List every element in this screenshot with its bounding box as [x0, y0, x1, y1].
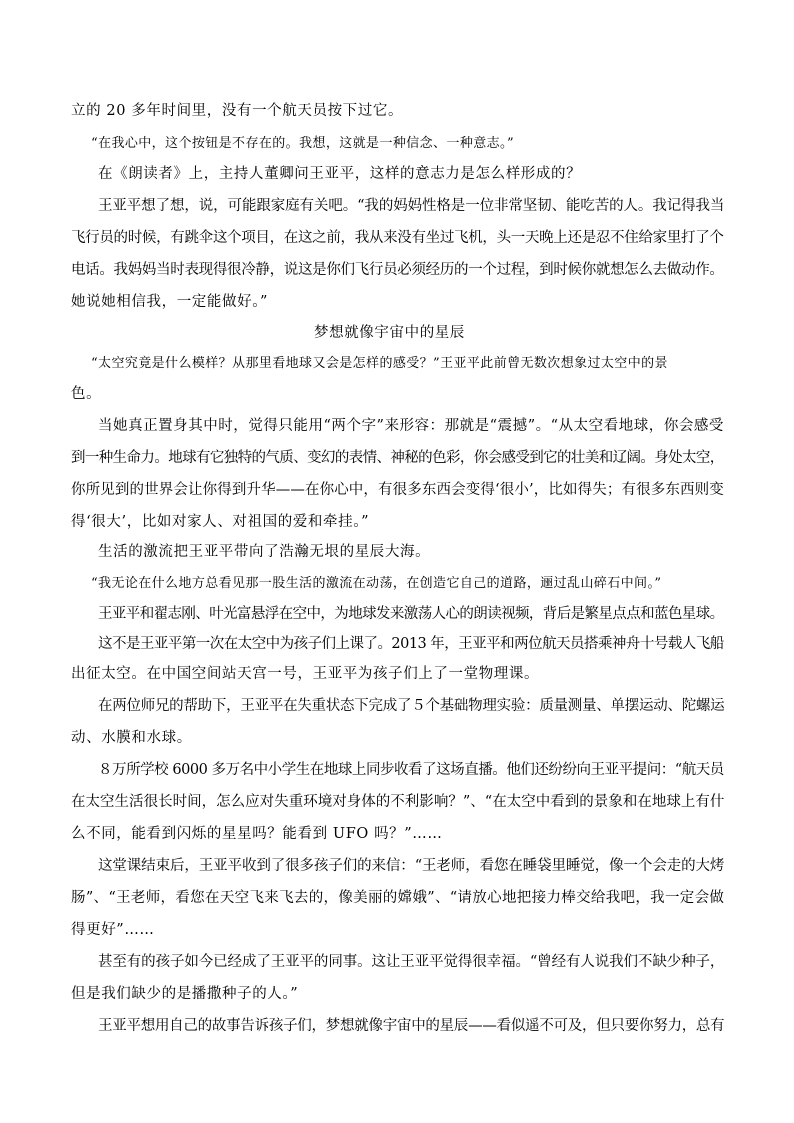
paragraph-line: 当她真正置身其中时，觉得只能用“两个字”来形容：那就是“震撼”。“从太空看地球，你会感受 [98, 418, 724, 434]
quote-line: “太空究竟是什么模样？从那里看地球又会是怎样的感受？”王亚平此前曾无数次想象过太空中的景 [91, 356, 668, 371]
paragraph-line: 得更好”…… [71, 922, 155, 938]
paragraph-line: 在两位师兄的帮助下，王亚平在失重状态下完成了５个基础物理实验：质量测量、单摆运动、陀螺运 [98, 698, 725, 714]
paragraph-line: 出征太空。在中国空间站天宫一号，王亚平为孩子们上了一堂物理课。 [71, 666, 540, 682]
paragraph-line: 王亚平想用自己的故事告诉孩子们，梦想就像宇宙中的星辰——看似遥不可及，但只要你努力，总有 [98, 1018, 725, 1034]
paragraph-line: 电话。我妈妈当时表现得很冷静，说这是你们飞行员必须经历的一个过程，到时候你就想怎么去做动作。 [71, 262, 724, 278]
paragraph-line: 王亚平和翟志刚、叶光富悬浮在空中，为地球发来激荡人心的朗读视频，背后是繁星点点和蓝色星球。 [98, 606, 724, 622]
paragraph-line: 飞行员的时候，有跳伞这个项目，在这之前，我从来没有坐过飞机，头一天晚上还是忍不住给家里打了个 [71, 230, 724, 246]
paragraph-line: 她说她相信我，一定能做好。” [71, 294, 269, 310]
section-heading: 梦想就像宇宙中的星辰 [314, 325, 465, 341]
quote-line: “在我心中，这个按钮是不存在的。我想，这就是一种信念、一种意志。” [91, 136, 514, 151]
paragraph-line: 你所见到的世界会让你得到升华——在你心中，有很多东西会变得‘很小’，比如得失；有很多东西则变 [71, 482, 724, 498]
paragraph-line: 生活的激流把王亚平带向了浩瀚无垠的星辰大海。 [98, 544, 431, 560]
paragraph-line: 色。 [71, 386, 102, 402]
paragraph-line: 立的 20 多年时间里，没有一个航天员按下过它。 [71, 103, 404, 119]
paragraph-line: 肠”、“王老师，看您在天空飞来飞去的，像美丽的嫦娥”、“请放心地把接力棒交给我吧，我一定会做 [71, 890, 725, 906]
paragraph-line: 么不同，能看到闪烁的星星吗？能看到 UFO 吗？”…… [71, 826, 443, 842]
paragraph-line: 动、水膜和水球。 [71, 730, 192, 746]
paragraph-line: 但是我们缺少的是播撒种子的人。” [71, 986, 299, 1002]
paragraph-line: 这堂课结束后，王亚平收到了很多孩子们的来信：“王老师，看您在睡袋里睡觉，像一个会走的大烤 [98, 858, 725, 874]
paragraph-line: 到一种生命力。地球有它独特的气质、变幻的表情、神秘的色彩，你会感受到它的壮美和辽阔。身处太空， [71, 450, 724, 466]
paragraph-line: 甚至有的孩子如今已经成了王亚平的同事。这让王亚平觉得很幸福。“曾经有人说我们不缺少种子， [98, 954, 725, 970]
quote-line: “我无论在什么地方总看见那一股生活的激流在动荡，在创造它自己的道路，逦过乱山碎石中间。” [91, 576, 662, 591]
paragraph-line: 在太空生活很长时间，怎么应对失重环境对身体的不利影响？”、“在太空中看到的景象和在地球上有什 [71, 794, 725, 810]
paragraph-line: 王亚平想了想，说，可能跟家庭有关吧。“我的妈妈性格是一位非常坚韧、能吃苦的人。我记得我当 [98, 198, 725, 214]
paragraph-line: 这不是王亚平第一次在太空中为孩子们上课了。2013 年，王亚平和两位航天员搭乘神舟十号载人飞船 [98, 636, 724, 652]
paragraph-line: 得‘很大’，比如对家人、对祖国的爱和牵挂。” [71, 514, 370, 530]
paragraph-line: ８万所学校 6000 多万名中小学生在地球上同步收看了这场直播。他们还纷纷向王亚平提问：“航天员 [98, 762, 724, 778]
paragraph-line: 在《朗读者》上，主持人董卿问王亚平，这样的意志力是怎么样形成的？ [98, 166, 582, 182]
